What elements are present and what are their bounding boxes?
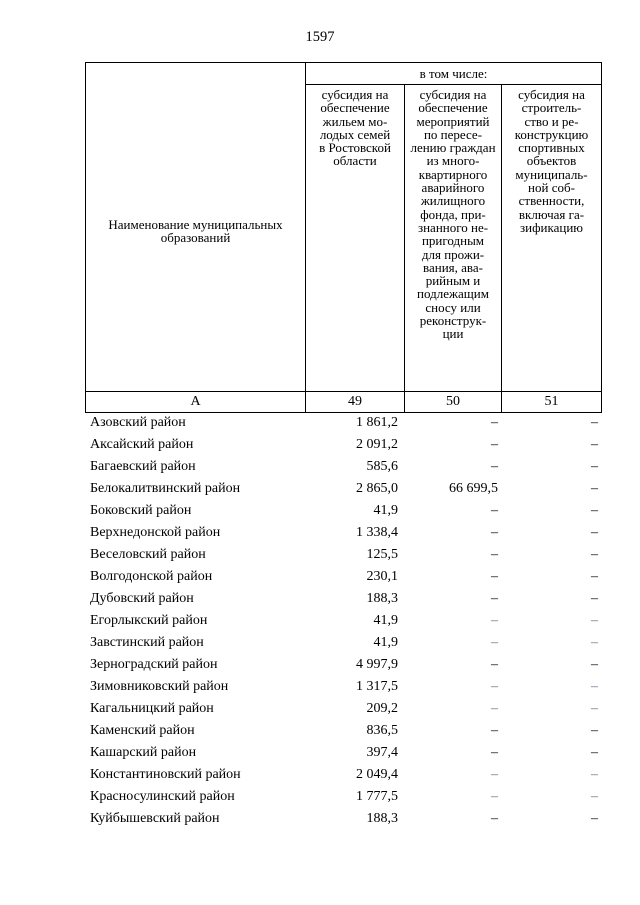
value-col-50: –: [491, 811, 498, 826]
table-row: [90, 500, 598, 522]
district-name: Волгодонской район: [90, 569, 213, 584]
table-row: [90, 742, 598, 764]
column-header-line: включая га-: [518, 206, 585, 222]
district-name: Константиновский район: [90, 767, 241, 782]
value-col-51: –: [591, 679, 598, 694]
column-header-line: ство и ре-: [524, 113, 579, 129]
table-row: [90, 764, 598, 786]
value-col-50: –: [491, 701, 498, 716]
column-header-line: по пересе-: [423, 126, 483, 142]
column-header-line: ции: [442, 326, 464, 342]
district-name: Дубовский район: [90, 591, 194, 606]
value-col-49: 230,1: [366, 569, 398, 584]
value-col-51: –: [591, 811, 598, 826]
district-name: Багаевский район: [90, 459, 196, 474]
value-col-49: 209,2: [366, 701, 398, 716]
value-col-50: –: [491, 525, 498, 540]
value-col-50: –: [491, 789, 498, 804]
table-row: [90, 654, 598, 676]
value-col-50: –: [491, 569, 498, 584]
value-col-51: –: [591, 481, 598, 496]
value-col-49: 2 049,4: [356, 767, 398, 782]
column-number-49: 49: [306, 392, 405, 413]
including-header: в том числе:: [306, 63, 602, 85]
district-name: Каменский район: [90, 723, 195, 738]
name-column-label: Наименование муниципальных образований: [108, 216, 283, 245]
value-col-50: 66 699,5: [449, 481, 498, 496]
value-col-51: –: [591, 789, 598, 804]
value-col-50: –: [491, 679, 498, 694]
value-col-51: –: [591, 525, 598, 540]
value-col-49: 1 777,5: [356, 789, 398, 804]
value-col-50: –: [491, 613, 498, 628]
table-row: [90, 632, 598, 654]
column-header-line: субсидия на: [321, 87, 389, 102]
value-col-51: –: [591, 613, 598, 628]
column-header-line: ной соб-: [528, 180, 575, 196]
column-header-line: мероприятий: [416, 113, 490, 129]
value-col-50: –: [491, 437, 498, 452]
column-header-line: строитель-: [521, 100, 582, 116]
value-col-49: 1 317,5: [356, 679, 398, 694]
column-header-line: аварийного: [421, 180, 485, 196]
district-name: Зимовниковский район: [90, 679, 229, 694]
value-col-51: –: [591, 503, 598, 518]
column-header-line: жильем мо-: [322, 113, 388, 129]
table-row: [90, 588, 598, 610]
value-col-50: –: [491, 591, 498, 606]
column-header-line: фонда, при-: [420, 206, 486, 222]
district-name: Куйбышевский район: [90, 811, 220, 826]
column-header-line: зификацию: [520, 219, 583, 235]
value-col-49: 836,5: [366, 723, 398, 738]
value-col-51: –: [591, 437, 598, 452]
value-col-49: 4 997,9: [356, 657, 398, 672]
value-col-51: –: [591, 635, 598, 650]
value-col-49: 41,9: [373, 635, 398, 650]
column-header-line: субсидия на: [419, 87, 487, 102]
district-name: Веселовский район: [90, 547, 206, 562]
value-col-49: 397,4: [366, 745, 398, 760]
table-row: [90, 434, 598, 456]
table-row: [90, 412, 598, 434]
column-header-51: [502, 85, 602, 392]
table-row: [90, 720, 598, 742]
column-header-line: конструкцию: [514, 126, 589, 142]
column-header-line: в Ростовской: [319, 140, 391, 156]
column-header-line: обеспечение: [418, 100, 488, 116]
value-col-50: –: [491, 657, 498, 672]
column-header-line: квартирного: [418, 166, 488, 182]
district-name: Красносулинский район: [90, 789, 235, 804]
column-header-50: [405, 85, 502, 392]
value-col-50: –: [491, 503, 498, 518]
column-number-a: А: [86, 392, 306, 413]
column-header-line: знанного не-: [417, 219, 489, 235]
column-header-line: рийным и: [425, 273, 481, 289]
table-header: [85, 62, 602, 413]
table-row: [90, 808, 598, 830]
value-col-49: 1 338,4: [356, 525, 398, 540]
value-col-51: –: [591, 745, 598, 760]
column-header-line: из много-: [426, 153, 480, 169]
column-header-line: ственности,: [518, 193, 585, 209]
column-header-line: области: [333, 153, 377, 169]
value-col-49: 585,6: [366, 459, 398, 474]
value-col-51: –: [591, 701, 598, 716]
column-header-line: подлежащим: [417, 286, 489, 302]
district-name: Аксайский район: [90, 437, 194, 452]
district-name: Белокалитвинский район: [90, 481, 241, 496]
value-col-51: –: [591, 591, 598, 606]
value-col-51: –: [591, 767, 598, 782]
column-header-line: лодых семей: [319, 126, 391, 142]
table-row: [90, 456, 598, 478]
value-col-51: –: [591, 415, 598, 430]
value-col-50: –: [491, 459, 498, 474]
district-name: Кашарский район: [90, 745, 197, 760]
column-header-49: [306, 85, 405, 392]
district-name: Кагальницкий район: [90, 701, 214, 716]
column-header-line: для прожи-: [421, 246, 485, 262]
district-name: Боковский район: [90, 503, 192, 518]
value-col-49: 41,9: [373, 503, 398, 518]
table-row: [90, 566, 598, 588]
column-header-line: субсидия на: [518, 87, 585, 102]
value-col-50: –: [491, 767, 498, 782]
value-col-49: 2 865,0: [356, 481, 398, 496]
district-name: Зерноградский район: [90, 657, 218, 672]
data-table: [90, 412, 598, 830]
column-header-line: объектов: [526, 153, 577, 169]
district-name: Азовский район: [90, 415, 186, 430]
value-col-51: –: [591, 657, 598, 672]
column-header-line: спортивных: [518, 140, 585, 156]
value-col-49: 2 091,2: [356, 437, 398, 452]
district-name: Верхнедонской район: [90, 525, 221, 540]
value-col-49: 1 861,2: [356, 415, 398, 430]
name-column-header: [86, 63, 306, 392]
table-row: [90, 610, 598, 632]
table-row: [90, 698, 598, 720]
district-name: Егорлыкский район: [90, 613, 208, 628]
page-number: 1597: [305, 29, 335, 45]
column-header-line: реконструк-: [419, 313, 487, 329]
table-row: [90, 478, 598, 500]
value-col-49: 188,3: [366, 811, 398, 826]
column-header-line: сносу или: [425, 299, 481, 315]
column-header-line: муниципаль-: [515, 166, 588, 182]
value-col-50: –: [491, 635, 498, 650]
column-header-line: лению граждан: [410, 140, 496, 156]
value-col-51: –: [591, 723, 598, 738]
column-header-line: вания, ава-: [423, 259, 483, 275]
column-header-line: обеспечение: [320, 100, 390, 116]
value-col-51: –: [591, 569, 598, 584]
table-row: [90, 786, 598, 808]
value-col-50: –: [491, 547, 498, 562]
table-row: [90, 544, 598, 566]
column-number-50: 50: [405, 392, 502, 413]
value-col-50: –: [491, 415, 498, 430]
table-row: [90, 522, 598, 544]
column-number-51: 51: [502, 392, 602, 413]
value-col-51: –: [591, 459, 598, 474]
value-col-49: 41,9: [373, 613, 398, 628]
table-row: [90, 676, 598, 698]
value-col-49: 188,3: [366, 591, 398, 606]
column-header-line: пригодным: [421, 233, 485, 249]
column-header-line: жилищного: [420, 193, 486, 209]
value-col-50: –: [491, 745, 498, 760]
value-col-50: –: [491, 723, 498, 738]
district-name: Завстинский район: [90, 635, 204, 650]
value-col-49: 125,5: [366, 547, 398, 562]
value-col-51: –: [591, 547, 598, 562]
